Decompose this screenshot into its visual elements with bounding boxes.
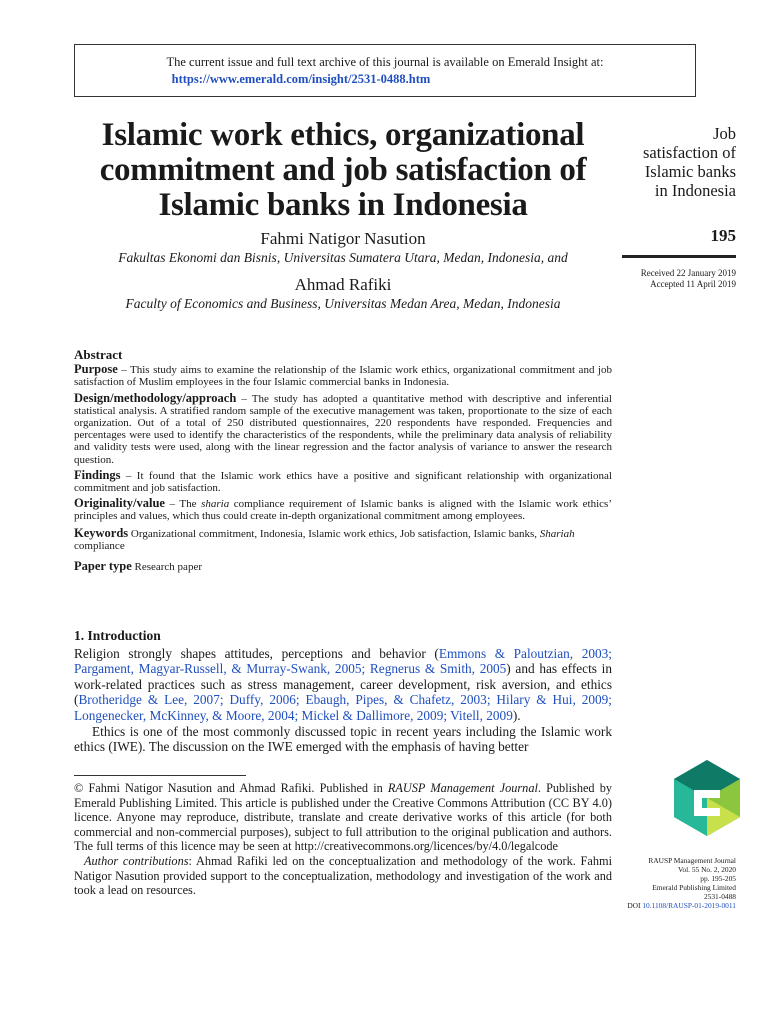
running-title-line: satisfaction of bbox=[642, 143, 736, 162]
purpose-label: Purpose bbox=[74, 362, 118, 377]
author-name: Ahmad Rafiki bbox=[294, 275, 392, 294]
author-name: Fahmi Natigor Nasution bbox=[260, 229, 426, 248]
running-title bbox=[606, 124, 736, 200]
journal-name: RAUSP Management Journal bbox=[387, 781, 538, 795]
journal-info-line: Vol. 55 No. 2, 2020 bbox=[678, 865, 736, 874]
introduction-heading: 1. Introduction bbox=[74, 628, 161, 643]
running-title-line: Islamic banks bbox=[644, 162, 736, 181]
findings-text: – It found that the Islamic work ethics have a positive and significant relationship with organizational commitment and job satisfaction. bbox=[74, 469, 612, 495]
license-text: . Published by Emerald Publishing Limited. This article is published under the Creative Commons Attribution (CC BY 4.0) licence. Anyone may reproduce, distribute, translate and create derivative works of this article (for both commercial and non-commercial purposes), subject to full attribution to the original publication and authors. The full terms of this licence may be seen at http://creativecommons.org/licences/by/4.0/legalcode bbox=[74, 781, 612, 854]
intro-paragraph bbox=[74, 646, 612, 724]
paper-type-text: Research paper bbox=[131, 561, 202, 574]
journal-info-line: RAUSP Management Journal bbox=[648, 856, 736, 865]
journal-info-line: 2531-0488 bbox=[703, 892, 736, 901]
originality-label: Originality/value bbox=[74, 496, 165, 511]
journal-info-line: Emerald Publishing Limited bbox=[652, 883, 736, 892]
design-label: Design/methodology/approach bbox=[74, 390, 237, 405]
article-dates bbox=[641, 268, 736, 290]
doi-line bbox=[576, 901, 736, 910]
intro-text: ) and has effects in work-related practices such as stress management, career development, risk aversion, and ethics ( bbox=[74, 661, 612, 708]
abstract-section bbox=[74, 349, 612, 576]
doi-label: DOI bbox=[627, 901, 643, 910]
citation-link[interactable]: Emmons & Paloutzian, 2003; Pargament, Magyar-Russell, & Murray-Swank, 2005; Regnerus & Smith, 2005 bbox=[74, 645, 612, 677]
side-divider bbox=[622, 255, 736, 258]
keywords-text: compliance bbox=[74, 539, 125, 552]
journal-archive-notice bbox=[74, 44, 696, 97]
paper-type-label: Paper type bbox=[74, 559, 132, 574]
journal-info-line: pp. 195-205 bbox=[700, 874, 736, 883]
abstract-purpose bbox=[74, 363, 612, 388]
abstract-originality bbox=[74, 497, 612, 522]
accepted-date: Accepted 11 April 2019 bbox=[650, 279, 736, 289]
originality-emphasis: sharia bbox=[201, 498, 230, 511]
author-affiliation: Faculty of Economics and Business, Universitas Medan Area, Medan, Indonesia bbox=[125, 296, 561, 311]
journal-info bbox=[576, 856, 736, 910]
doi-link[interactable]: 10.1108/RAUSP-01-2019-0011 bbox=[642, 901, 736, 910]
purpose-text: – This study aims to examine the relationship of the Islamic work ethics, organizational commitment and job satisfaction of Muslim employees in the four Islamic commercial banks in Indonesia. bbox=[74, 364, 612, 389]
citation-link[interactable]: Brotheridge & Lee, 2007; Duffy, 2006; Ebaugh, Pipes, & Chafetz, 2003; Hilary & Hui, 2009; Longenecker, McKinney, & Moore, 2004; Mickel & Dallimore, 2009; Vitell, 2009 bbox=[74, 692, 612, 723]
notice-text: The current issue and full text archive of this journal is available on Emerald Insight at: bbox=[166, 55, 604, 69]
author-contributions bbox=[74, 854, 612, 898]
contributions-label: Author contributions bbox=[84, 853, 189, 868]
keywords-emphasis: Shariah bbox=[539, 527, 575, 540]
abstract-keywords bbox=[74, 527, 612, 552]
originality-text: – The bbox=[164, 498, 202, 511]
footnote-section bbox=[74, 781, 612, 898]
contributions-text: : Ahmad Rafiki led on the conceptualization and methodology of the work. Fahmi Natigor Nasution provided support to the conceptualization, methodology and investigation of the work and took a lead on resources. bbox=[74, 853, 612, 898]
author-affiliation: Fakultas Ekonomi dan Bisnis, Universitas Sumatera Utara, Medan, Indonesia, and bbox=[118, 250, 568, 265]
article-title: Islamic work ethics, organizational commitment and job satisfaction of Islamic banks in Indonesia bbox=[99, 117, 587, 223]
abstract-design bbox=[74, 392, 612, 466]
footnote-divider bbox=[74, 775, 246, 776]
paper-type bbox=[74, 560, 612, 573]
abstract-findings bbox=[74, 469, 612, 494]
running-title-line: in Indonesia bbox=[654, 181, 736, 200]
intro-paragraph: Ethics is one of the most commonly discussed topic in recent years including the Islamic work ethics (IWE). The discussion on the IWE emerged with the emphasis of having better bbox=[74, 723, 612, 755]
page-number: 195 bbox=[710, 226, 736, 245]
keywords-text: Organizational commitment, Indonesia, Islamic work ethics, Job satisfaction, Islamic banks, bbox=[128, 527, 540, 540]
keywords-label: Keywords bbox=[74, 525, 129, 540]
introduction-section bbox=[74, 628, 612, 755]
license-text: © Fahmi Natigor Nasution and Ahmad Rafiki. Published in bbox=[74, 781, 388, 795]
journal-url-link[interactable]: https://www.emerald.com/insight/2531-0488.htm bbox=[171, 72, 431, 86]
received-date: Received 22 January 2019 bbox=[640, 268, 736, 278]
originality-text: compliance requirement of Islamic banks is aligned with the Islamic work ethics’ principles and values, which thus could create in-depth organizational commitment among employees. bbox=[74, 498, 612, 523]
findings-label: Findings bbox=[74, 467, 121, 482]
running-title-line: Job bbox=[713, 124, 736, 143]
intro-text: Religion strongly shapes attitudes, perceptions and behavior ( bbox=[74, 645, 439, 661]
license-note bbox=[74, 781, 612, 854]
abstract-heading: Abstract bbox=[74, 347, 123, 362]
emerald-open-access-logo-icon bbox=[674, 760, 740, 836]
intro-text: ). bbox=[512, 707, 521, 723]
design-text: – The study has adopted a quantitative method with descriptive and inferential statistical analysis. A stratified random sample of the executive management was taken, proportionate to the size of each organization. Out of a total of 250 distributed questionnaires, 220 respondents have responded. Frequencies and percentages were used to identify the characteristics of the respondents, while the preliminary data analysis of reliability and validity tests were used, along with the linear regression and the factor analysis of variance to answer the research question. bbox=[74, 392, 612, 466]
